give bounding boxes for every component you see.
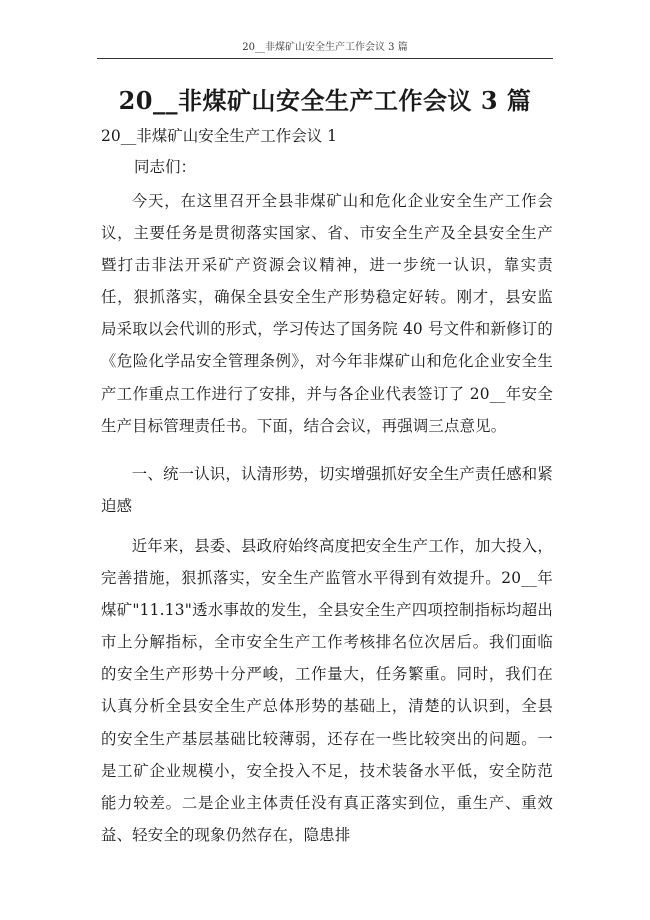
document-title: 20__非煤矿山安全生产工作会议 3 篇 [118, 86, 532, 115]
greeting: 同志们： [134, 158, 197, 176]
body-paragraph-opening: 今天，在这里召开全县非煤矿山和危化企业安全生产工作会议，主要任务是贯彻落实国家、省、市安全生产及全县安全生产暨打击非法开采矿产资源会议精神，进一步统一认识，靠实责任，狠抓落实，确保全县安全生产形势稳定好转。刚才，县安监局采取以会代训的形式，学习传达了国务院 40 号文件和新修订的《危险化学品安全管理条例》，对今年非煤矿山和危化企业安全生产工作重点工作进行了安排，并与各企业代表签订了 20__年安全生产目标管理责任书。下面，结合会议，再强调三点意见。 [101, 192, 553, 435]
running-header: 20__非煤矿山安全生产工作会议 3 篇 [97, 41, 553, 59]
section-heading-1: 一、统一认识，认清形势，切实增强抓好安全生产责任感和紧迫感 [101, 465, 553, 516]
body-paragraph-situation: 近年来，县委、县政府始终高度把安全生产工作，加大投入，完善措施，狠抓落实，安全生产监管水平得到有效提升。20__年煤矿"11.13"透水事故的发生，全县安全生产四项控制指标均超出市上分解指标，全市安全生产工作考核排名位次居后。我们面临的安全生产形势十分严峻，工作量大，任务繁重。同时，我们在认真分析全县安全生产总体形势的基础上，清楚的认识到，全县的安全生产基层基础比较薄弱，还存在一些比较突出的问题。一是工矿企业规模小，安全投入不足，技术装备水平低，安全防范能力较差。二是企业主体责任没有真正落实到位，重生产、重效益、轻安全的现象仍然存在，隐患排 [101, 537, 553, 844]
document-subtitle: 20__非煤矿山安全生产工作会议 1 [101, 127, 338, 145]
